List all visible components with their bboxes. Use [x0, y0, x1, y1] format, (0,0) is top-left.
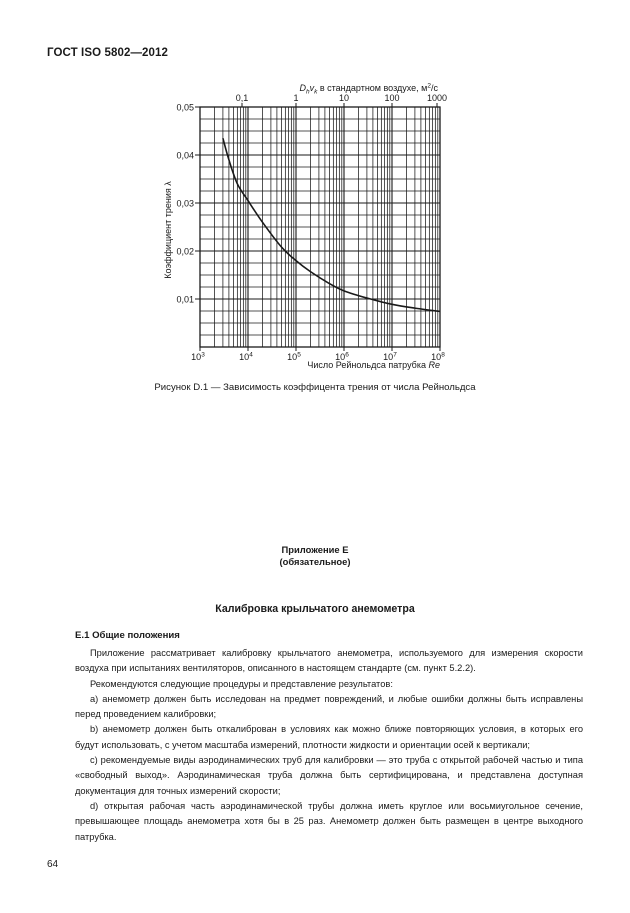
top-axis-label-k: k — [314, 88, 318, 96]
page-number: 64 — [47, 859, 59, 870]
list-item: a) анемометр должен быть исследован на предмет повреждений, и любые ошибки должны быть исправлены перед проведением калибровки; — [75, 693, 583, 720]
y-tick-label: 0,04 — [176, 150, 194, 161]
appendix-subtitle: (обязательное) — [279, 556, 351, 567]
top-axis-label-text: в стандартном воздухе, м — [317, 83, 428, 93]
body-text — [75, 646, 583, 845]
x-tick-label: $10^5$ — [287, 351, 301, 362]
paragraph: Рекомендуются следующие процедуры и представление результатов: — [90, 678, 393, 689]
x-tick-label: $10^6$ — [335, 351, 349, 362]
top-axis-label-v: v — [309, 83, 315, 93]
top-axis-label-d: D — [299, 83, 306, 93]
list-item: b) анемометр должен быть откалиброван в условиях как можно ближе повторяющих условия, в которых его будут использовать, с учетом масштаба измерений, плотности жидкости и ориентации осей к вертикали; — [75, 724, 583, 750]
chart-grid — [200, 107, 440, 347]
list-item: c) рекомендуемые виды аэродинамических труб для калибровки — это труба с открытой рабочей частью и типа «свободный выход». Аэродинамическая труба должна быть сертифицирована, и представлена доступная документация для точных измерений скорости; — [75, 755, 583, 796]
friction-chart — [0, 0, 630, 375]
x-tick-label: $10^4$ — [239, 351, 253, 362]
top-tick-label: 10 — [338, 93, 350, 103]
y-tick-label: 0,01 — [176, 294, 194, 305]
x-tick-label: $10^8$ — [431, 351, 445, 362]
top-axis-ticks — [236, 93, 447, 107]
y-axis-ticks — [176, 103, 200, 305]
document-header: ГОСТ ISO 5802—2012 — [47, 47, 169, 59]
list-item: d) открытая рабочая часть аэродинамической трубы должна иметь круглое или восьмиугольное сечение, превышающее площадь анемометра хотя бы в 25 раз. Анемометр должен быть размещен в центре выходного патрубка. — [75, 800, 583, 842]
subsection-title: Е.1 Общие положения — [75, 630, 180, 641]
x-axis-label — [307, 360, 440, 370]
paragraph: Приложение рассматривает калибровку крыльчатого анемометра, используемого для измерения скорости воздуха при испытаниях вентиляторов, описанного в настоящем стандарте (см. пункт 5.2.2). — [75, 648, 583, 674]
top-tick-label: 1 — [293, 93, 299, 103]
appendix-title: Приложение Е — [281, 544, 349, 555]
figure-caption: Рисунок D.1 — Зависимость коэффицента трения от числа Рейнольдса — [154, 382, 476, 393]
top-tick-label: 0,1 — [235, 93, 249, 103]
top-tick-label: 1000 — [426, 93, 448, 103]
y-tick-label: 0,02 — [176, 246, 194, 257]
top-axis-label-h: h — [305, 88, 310, 96]
friction-curve — [223, 138, 440, 311]
section-title: Калибровка крыльчатого анемометра — [215, 603, 415, 615]
top-tick-label: 100 — [384, 93, 400, 103]
x-tick-label: $10^3$ — [191, 351, 205, 362]
x-axis-label-text: Число Рейнольдса патрубка — [307, 360, 429, 370]
y-tick-label: 0,03 — [176, 198, 194, 209]
x-tick-label: $10^7$ — [383, 351, 397, 362]
y-tick-label: 0,05 — [176, 102, 194, 113]
top-axis-label — [299, 83, 438, 96]
top-axis-label-tail: /c — [430, 83, 438, 93]
y-axis-label: Коэффициент трения λ — [163, 181, 173, 279]
top-axis-label-sup: 2 — [427, 82, 431, 90]
x-axis-label-symbol: Re — [428, 360, 440, 370]
